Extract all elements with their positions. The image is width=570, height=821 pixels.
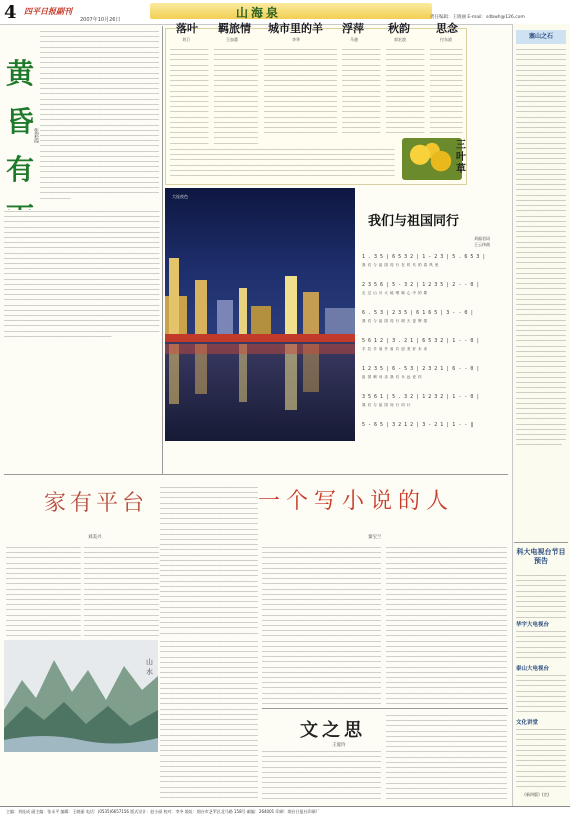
svg-text:我 们 与 祖 国 同 行 明 天 更 辉 煌: 我 们 与 祖 国 同 行 明 天 更 辉 煌 — [362, 319, 428, 323]
poem-title: 落叶 — [176, 22, 198, 35]
tv-station-title: 泰山大电视台 — [516, 666, 550, 672]
tv-schedule-list: ──────────────────────────────────────────────────────────────────────────────────────────────────────────────────────────────────────────────────────────── — [516, 630, 566, 661]
culture-column-body: ─────────────────────────────────────────────────────────────────────────────────────────────────────────────────────────────────────────────────────────────────────────────────────────────────────────────────────────────────────────────────────────────────────────────────────────────────────────────────────────────────────────────────────────────────────────────────────────────────────────────────────────────────────────────────────────────────────────────────────────────────────────────────────────────────────────────────────────────────────────────────────────────────────────────────────────────────────────────────────────────────────────────────────────────────────────────────────────────────────────────────────────────────────────────────────────────────────────────────────────────────────────────────────────────────────────────────────────────────────────────────────────────────────────────────────────────────────────────────────────────────────────────────────────────────────────────────────────────────────────────────────────────────────────────── — [386, 714, 507, 802]
section-banner — [150, 3, 432, 19]
svg-text:2 3 5 6 | 5 - 3 2 | 1 2 3 5 |: 2 3 5 6 | 5 - 3 2 | 1 2 3 5 | 2 - - 0 | — [362, 282, 480, 288]
story-body: ────────────────────────────────────────────────────────────────────────────────────────────────────────────────────────────────────────────────────────────────────────────────────────────────────────────────────────────────────────────────────────────────────────────────────────────────────────────────────────────────────────────────────────────────────────────────────────────────────────────────────────────────────────────────────────────────────────────────────────────────────────────────────────────────────────────────────────────────────────────────────────────────────────────────────────────────────────────────────────────────────────────────────────────────────────────────────────────────────────────────────────────────────────────────────────────────────────────────────────────────────────────────────────────────────────────────────────────────────────────────────────────────────────────────────────────────────────────────────────────────────────────────────────────────────────────────────────────────────────────────────────────────────────────────────────────────────────────────────────────────────────────────────────────────────────────────────────────────────────────────────────────────────────────────────────────────────────────────────────────────────────────────────────────────────────────────────────────────────────────────────────────────────────────────────────────────────────────────────────────────────────────────────────────────────────────────────────────────────────────────────────────────────────────────────────────────────────────────────────────────────────────────────────────────────────────────────────────────────────────────────────────────────────────────────────────────────────────────────────────────────────────────────────────────────────────────────────────────────────────────────────────────────────────────────────────────────────────────────────────────── — [262, 546, 381, 706]
poem-title: 城市里的羊 — [268, 22, 323, 35]
home-column-body: ────────────────────────────────────────────────────────────────────────────────────────────────────────────────────────────────────────────────────────────────────────────────────────────────────────────────────────────────────────────────────────────────────────────────────────────────────────────────────────────────────────────────────────────────────────────────────────────────────────────────────────────────────────────────────────────────────────────────────────────────────────────────────────────────────────────────────────────────────────────────────────────────────────────────────────────────────────────────────────────────────────────────────────────────────────────────────────────── — [84, 546, 159, 638]
lead-article-title: 黄昏有 — [6, 57, 35, 186]
svg-text:5 6 1 2 | 3 . 2 1 | 6 5 3 2 |: 5 6 1 2 | 3 . 2 1 | 6 5 3 2 | 1 - - 0 | — [362, 338, 480, 344]
svg-text:我 们 与 祖 国 同 行 在 时 代 的 春 风 里: 我 们 与 祖 国 同 行 在 时 代 的 春 风 里 — [362, 263, 439, 267]
tv-schedule-list: ──────────────────────────────────────────────────────────────────────────────────────────────────────────────────────────────────────────────────────────────────────────────────────────────────────────────── — [516, 674, 566, 715]
home-column-body: ────────────────────────────────────────────────────────────────────────────────────────────────────────────────────────────────────────────────────────────────────────────────────────────────────────────────────────────────────────────────────────────────────────────────────────────────────────────────────────────────────────────────────────────────────────────────────────────────────────────────────────────────────────────────────────────────────────────────────────────────────────────────────────────────────────────────────────────────────────────────────────────────────────────────────────────────────────────────────────────────────────────────────────────────────────────────────────────── — [6, 546, 81, 638]
song-title: 我们与祖国同行 — [368, 214, 460, 229]
poem-author: 马骏 — [350, 37, 358, 42]
svg-text:5 - 6 5 | 3 2 1 2 | 3 - 2 1 |: 5 - 6 5 | 3 2 1 2 | 3 - 2 1 | 1 - - ‖ — [362, 422, 474, 428]
poem-title: 浮萍 — [342, 22, 364, 35]
tv-schedule-list: ──────────────────────────────────────────────────────────────────────────────────────────────────────────────────────────────────────────────────────────────────────────────────────────────────────────────────────────────────────────────────────────────────────────────────────────────────────────────────────── — [516, 728, 566, 790]
story-body: ───────────────────────────────────────────────────────────────────────────────────────────────────────────────────────────────────────────────────────────────────────────────────────────────────────────────────────────────────────────────────────────────────────────────────────────────────────────────────────────────────────────────────────────────────────────────────────────────────────────────────────────────────────────────────────────────────────────────────────────────────────────────────────────────────────────────────────────────────────────────────────────────────────────────────────────────────────────────────────────────────────────────────────────────────────────────────────────────────────────────────────────────────────────────────────────────────────────────────────────────────────────────────────────────────────────────────────────────────────────────────────────────────────────────────────────────────────────────────────────────────────────────────────────────────────────────────────────────────────────────────────────────────────────────────────────────────────────────────────────────────────────────────────────────────────────────────────────────────────────────────────────────────────────────────────────────────────────────────────────────────────────────────────────────────────────────────────────────────────────────────────────────────────────────────────────────────────────────────────────────────────────────────────────────────────────────────────────────────────────────────────────────────────────────────────────────────────────────────────────────────────────────────────────────────────────────────────────────────────────────────────────────────────────────────────────────────────────────────────────────────────────────────────────────────────────────────────────────────────────────────────────────────────────────────────────────────────────────────────────────────────────────────────────────── — [386, 546, 507, 706]
lead-article-author: 张彩霞 — [33, 128, 39, 143]
tv-station-title: 华宇大电视台 — [516, 622, 550, 628]
svg-text:水: 水 — [146, 668, 153, 676]
issue-date: 2007年10月26日 — [80, 17, 121, 23]
poem-text: ───────────────────────────────────────────────────────────────────────────────────────────────────────────────────────────────────────────────────────────────────────────────────────────────────────────────────────────────────────────────────────────────────────────────────────────────────────────────────────────────────────────────────────────────────────────────────────────────────────────────────────────────────────────────────── — [214, 48, 259, 146]
poem-author: 李华 — [292, 37, 300, 42]
photo-caption: 大连夜色 — [172, 194, 188, 199]
sidebar-divider — [514, 542, 568, 543]
story-author: 秦宝兰 — [368, 535, 382, 540]
svg-text:1 2 3 5 | 6 - 5 3 | 2 3 2 1 |: 1 2 3 5 | 6 - 5 3 | 2 3 2 1 | 6 - - 0 | — [362, 366, 480, 372]
svg-text:1 . 3 5 | 6 5 3 2 | 1 - 2 3 |: 1 . 3 5 | 6 5 3 2 | 1 - 2 3 | 5 . 6 5 3 | — [362, 254, 486, 260]
home-column-title: 家有平台 — [44, 491, 149, 516]
page-number: 4 — [4, 2, 17, 23]
city-night-photo — [165, 188, 355, 441]
sidebar-body: ──────────────────────────────────────────────────────────────────────────────────────────────────────────────────────────────────────────────────────────────────────────────────────────────────────────────────────────────────────────────────────────────────────────────────────────────────────────────────────────────────────────────────────────────────────────────────────────────────────────────────────────────────────────────────────────────────────────────────────────────────────────────────────────────────────────────────────────────────────────────────────────────────────────────────────────────────────────────────────────────────────────────────────────────────────────────────────────────────────────────────────────────────────────────────────────────────────────────────────────────────────────────────────────────────────────────────────────────────────────────────────────────────────────────────────────────────────────────────────────────────────────────────────────────────────────────────────────────────────────────────────────────────────────────────────────────────────────────────────────────────────────────────────────────────────────────────────────────────────────────────────────────────────────────────────────────────────────────────────────────────────────────────────────────────────────────────────────────────────────────────────────────────────────────────────────────────────────────────────────────────────────────────────────────────────────────────────────────────────────────────────────────────────────────────────────────────────────────────────────────────────────────────────────────────────────────────────────────────────────────────────────────────────────────────────────────────────────────────────────────────────────────────────────────────────────────────────────────────────────────────────────────────────────────────────────────────────────────────────────────────────────────────────────────────────────────────────────────────────────────── — [516, 48, 566, 448]
svg-text:走 过 山 川 大 地 唱 响 心 中 的 歌: 走 过 山 川 大 地 唱 响 心 中 的 歌 — [362, 291, 428, 295]
editor-credit: 责任编辑：王晓丽 E-mail：sdbwh@126.com — [430, 15, 525, 20]
tv-station-title: 文化讲堂 — [516, 720, 539, 726]
poem-title: 思念 — [436, 22, 458, 35]
poem-author: 郭宏波 — [394, 37, 406, 42]
home-column-body: ─────────────────────────────────────────────────────────────────────────────────────────────────────────────────────────────────────────────────────────────────────────────────────────────────────────────────────────────────────────────────────────────────────────────────────────────────────────────────────────────────────────────────────────────────────────────────────────────────────────────────────────────────────────────────────────────────────────────────────────────────────────────────────────────────────────────────────────────────────────────────────────────────────────────────────────────────────────────────────────────────────────────────────────────────────────────────────────────────────────────────────────────────────────────────────────────────────────────────────────────────────────────────────────────────────────────────────────────────────────────────────────────────────────────────────────────────────────────────────────────────────────────────────────────────────────────────────────────────────────────────────────────────────────────────────────────────────────────────────────────────────────────────────────────────────────────────────────────────────────────────────────────────────────────────────────────────────────────────────────────────────────────────────────────────────────────────────────────────────────────────────────────────────────────────────────────────────────────────────────────────────────────────────────────────────── — [160, 486, 258, 636]
sidebar-column-title: 塞山之石 — [516, 30, 566, 44]
svg-text:手 拉 手 肩 并 肩 共 创 美 好 未 来: 手 拉 手 肩 并 肩 共 创 美 好 未 来 — [362, 347, 428, 351]
svg-text:我 们 与 祖 国 同 行 同 行: 我 们 与 祖 国 同 行 同 行 — [362, 403, 411, 407]
newspaper-name: 四平日报副刊 — [24, 6, 72, 16]
flower-illustration — [402, 138, 462, 180]
svg-text:祖 国 啊 母 亲 我 们 永 远 爱 你: 祖 国 啊 母 亲 我 们 永 远 爱 你 — [362, 375, 422, 379]
footer-credits: 主编：刘连成 副主编：张永平 编辑：王晓丽 电话：(0535)6657156 版式设计：赵小丽 校对：李冬 地址：烟台市芝罘区北马路 158号 邮编：264001 印刷：烟台日报社印刷厂 — [6, 809, 320, 814]
lead-article-body: ──────────────────────────────────────────────────────────────────────────────────────────────────────────────────────────────────────────────────────────────────────────────────────────────────────────────────────────────────────────────────────────────────────────────────────────────────────────────────────────────────────────────────────────────────────────────────────────────────────────────────────────────────────────────────────────────────────────────────────────────────────────────────────────────────────────────────────────────────────────────────────────────────────────────────────────────────────────────────────────────────────────────────────────────────────────────────────────────────────────────────────────────────────────────────────────────────────────────────────────────────────────────────────────────────────────────────────────────────────────────────────────────────────────────────────────────────────────────────────────────────────────────────────────────────────────────────────────────────────────────────────────────────────────────────────────────────────────────────────────────────────────────────────────────────────────────────────────────────────────────────────────────────────────────────────────────────────────────────────────────────────────────────────────────────────────────────────────────────────────────────────────────────────────────────────────────────────────────────────────────────────────────────────────────────────────────────────────────────────────────────────────────────────────────────────────────────────────────────────────────────────────────────────────────────────────────────────────────────────────────────────────────────────────────────────────────────────────────────────────────────────────────────────────────────────────────────────────────────────────────────────────────────────────────────────────────────────────────────────────────────────────────────────────────────────────────────────────────────────────────── — [40, 30, 159, 201]
svg-text:6 . 5 3 | 2 3 5 | 6 1 6 5 | 3: 6 . 5 3 | 2 3 5 | 6 1 6 5 | 3 - - 0 | — [362, 310, 474, 316]
poem-text: ───────────────────────────────────────────────────────────────────────────────────────────────────────────────────────────────────────────────────────────────────────────────────────────────────────────────────────────────────────────────────────────────────────────────────────────────── — [430, 48, 463, 134]
poem-author: 刘卫 — [182, 37, 190, 42]
poem-text: ────────────────────────────────────────────────────────────────────────────────────────────────────────────────────────────────────────────────────────────────────────────────────────────────────────────────────────────────────────────────────────────────────────────────────────────────────────────────────────────────────────────────────────────────────────────────────────────────────────────────────────────────────────────────────────────────────────────────────────────────────────────────────────────────────────────────────────────────────────────────────────────────────────────────────────────────────────────────────────────────────────────────────────────────────────────────────────────── — [170, 148, 395, 179]
landscape-painting — [4, 640, 158, 752]
lead-article-body-lower: ──────────────────────────────────────────────────────────────────────────────────────────────────────────────────────────────────────────────────────────────────────────────────────────────────────────────────────────────────────────────────────────────────────────────────────────────────────────────────────────────────────────────────────────────────────────────────────────────────────────────────────────────────────────────────────────────────────────────────────────────────────────────────────────────────────────────────────────────────────────────────────────────────────────────────────────────────────────────────────────────────────────────────────────────────────────────────────────────────────────────────────────────────────────────────────────────────────────────────────────────────────────────────────────────────────────────────────────────────────────────────────────────────────────────────────────────────────────────────────────────────────────────────────────────────────────────────────────────────────────────────────────────────────────────────────────────────────────────────────────────────────────────────────────────────────────────────────────────────────────────────────────────────────────────────────────────────────────────────────────────────────────────────────────────────────────────────────────────────────────────────────────────────────────────────────────────────────────────────────────────────────────────────────────────────────────────────────────────────────────────────────────────────────────────────────────────────────────────────────────────────────────────────────────────────────────────────────────────────────────────────────────────────────────────────────────────────────────────────────────────────────────────────────────────────────────────────────────────────────────────────────────────────────────────────────────────────────────────────────────────────────────────────────────────────────────────────────────────────────────────── — [4, 210, 160, 470]
sidebar-footer-note: 《新四版》(完) — [522, 792, 550, 797]
poem-text: ──────────────────────────────────────────────────────────────────────────────────────────────────────────────────────────────────────────────────────────────────────────────────────────────────────────────────────────────────────────────────────────────────────────────────────────────────────────────────────────────────────────────────────────────────────────────────────────── — [170, 48, 209, 146]
culture-column-body: ──────────────────────────────────────────────────────────────────────────────────────────────────────────────────────────────────────────────────────────────────────────────────────────────────────────────────────────────────────────────────────────────────────────────────────────────────────────────────────────────────────────────────────────────────────────────────────────────────────────────────────────────────────────────────────────────────────────────────────────────────────────────────────────────────────────────────────────────────────────────────────────────────────────────────────────────────────────── — [262, 750, 381, 801]
culture-column-title: 文之思 — [300, 720, 366, 741]
poem-text: ──────────────────────────────────────────────────────────────────────────────────────────────────────────────────────────────────────────────────────────────────────────────────────────────────────────────────────────────────────────────────────────────────────────────────────────────────────────────────────────────────────────────────── — [342, 48, 381, 134]
tv-schedule-title: 科大电视台节目预告 — [516, 548, 566, 565]
home-column-author: 刘美兴 — [88, 535, 102, 540]
column-divider — [162, 26, 163, 474]
song-score — [360, 230, 510, 440]
culture-column-author: 王爱玲 — [332, 743, 346, 748]
song-lyricist: 刘福君词 — [474, 236, 490, 241]
story-title: 一个写小说的人 — [258, 489, 455, 514]
poem-title: 秋韵 — [388, 22, 410, 35]
poem-title: 羁旅情 — [218, 22, 251, 35]
home-column-body: ───────────────────────────────────────────────────────────────────────────────────────────────────────────────────────────────────────────────────────────────────────────────────────────────────────────────────────────────────────────────────────────────────────────────────────────────────────────────────────────────────────────────────────────────────────────────────────────────────────────────────────────────────────────────────────────────────────────────────────────────────────────────────────────────────────────────────────────────────────────────────────────────────────────────────────────────────────────────────────────────────────────────────────────────────────────────────────────────────────────────────────────────────────────────────────────────────────────────────────────────────────────────────────────────────────────────────────────────────────────────────────────────────────────────────────────────────────────────────────────────────────────────────────────────────────────────────────────────────────────────────────────────────────────────────────────────────────────────────────────────────────────────────────────────────────────────────────────────────────────────────────────────────────────────────────────────────────────────────────────────────────────────────────────────────────────────────────────────────────────────────────────────────────────────────────────────────────────────────────────────────────────────────────────────────────────────────────────────────────────────────────────────────────────────────────────────────────────── — [160, 640, 258, 800]
poem-text: ──────────────────────────────────────────────────────────────────────────────────────────────────────────────────────────────────────────────────────────────────────────────────────────────────────────────────────────────────────────────────────────────────────────────────────────────────────────────────────────────────────────────────── — [386, 48, 425, 134]
section-divider — [262, 708, 508, 709]
poem-author: 付东波 — [440, 37, 452, 42]
section-divider — [4, 474, 508, 475]
poem-group-signature: 三叶草 — [456, 140, 466, 175]
poem-author: 王加董 — [226, 37, 238, 42]
poem-text: ────────────────────────────────────────────────────────────────────────────────────────────────────────────────────────────────────────────────────────────────────────────────────────────────────────────────────────────────────────────────────────────────────────────────────────────────────────────────────────────────────────────────────────────────────────────────────────────────────────────────────────────────────────────────────────────────────────────────────────────────────────────────────────────────────────────────────────────────────────────────────────────────────────────────────────────────────────────────────────────────────── — [264, 48, 337, 134]
svg-text:山: 山 — [146, 658, 153, 666]
song-composer: 王云伟曲 — [474, 242, 490, 247]
tv-schedule-list: ────────────────────────────────────────────────────────────────────────────────────────────────────────────────────────────────────────────────────────────────────────────────────────────────────────────────────────────────────────── — [516, 574, 566, 618]
section-title: 山海泉 — [236, 6, 282, 20]
svg-text:3 5 6 1 | 5 . 3 2 | 1 2 3 2 |: 3 5 6 1 | 5 . 3 2 | 1 2 3 2 | 1 - - 0 | — [362, 394, 480, 400]
